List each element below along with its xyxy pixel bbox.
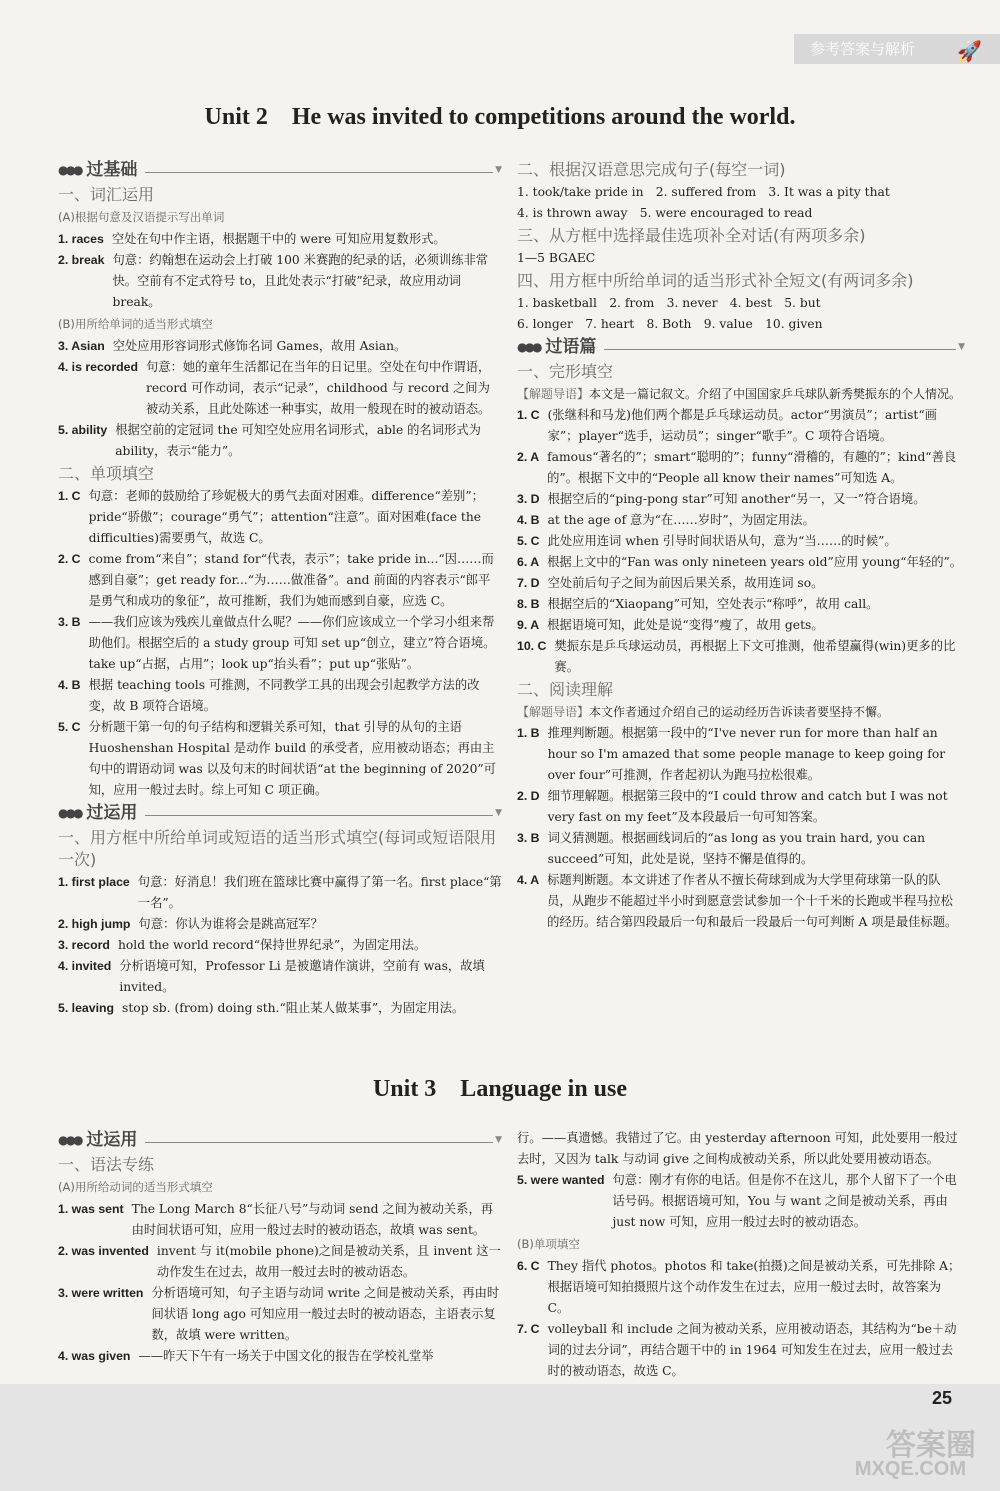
answer-explanation: 樊振东是乒乓球运动员，再根据上下文可推测，他希望赢得(win)更多的比赛。 [554,639,956,674]
answer-item [58,612,502,675]
answer-item [517,870,965,933]
answer-explanation: They 指代 photos。photos 和 take(拍摄)之间是被动关系，可先排除 A；根据语境可知拍摄照片这个动作发生在过去，应用一般过去时，故答案为 C。 [547,1259,961,1315]
answer-row: 1—5 BGAEC [517,251,596,265]
sub-heading: (A)根据句意及汉语提示写出单词 [58,210,225,224]
answer-number: 4. was given [58,1349,131,1363]
question-type-heading: 一、完形填空 [517,362,614,381]
answer-number: 9. A [517,618,540,632]
answer-number: 3. Asian [58,339,105,353]
section-header [517,337,965,358]
answer-row: 1. basketball 2. from 3. never 4. best 5. but [517,296,821,310]
answer-explanation: 分析语境可知，句子主语与动词 write 之间是被动关系，再由时间状语 long ago 可知应用一般过去时的被动语态，主语表示复数，故填 were written。 [151,1286,500,1342]
answer-explanation: stop sb. (from) doing sth.“阻止某人做某事”，为固定用法。 [122,1001,465,1015]
answer-item [517,1170,965,1233]
answer-explanation: hold the world record“保持世界纪录”，为固定用法。 [117,938,427,952]
answer-explanation: 句意：她的童年生活都记在当年的日记里。空处在句中作谓语，record 可作动词，表示“记录”，childhood 与 record 之间为被动关系，且此处陈述一种事实，故用一般现在时的被动语态。 [145,360,491,416]
guide-paragraph [517,384,965,405]
answer-explanation: 细节理解题。根据第三段中的“I could throw and catch but I was not very fast on my feet”及本段最后一句可知答案。 [547,789,948,824]
answer-number: 2. high jump [58,917,131,931]
answer-number: 8. B [517,597,540,611]
triangle-icon: ▼ [495,808,502,818]
section-header [58,160,502,181]
section-rule [145,815,493,816]
answer-number: 1. C [517,408,540,422]
answer-item [517,1256,965,1319]
answer-item [517,552,965,573]
question-type-heading: 三、从方框中选择最佳选项补全对话(有两项多余) [517,226,866,245]
answer-item [58,675,502,717]
answer-item [517,405,965,447]
section-title: 过语篇 [545,337,597,357]
section-rule [145,172,493,173]
answer-number: 5. leaving [58,1001,115,1015]
answer-explanation: 推理判断题。根据第一段中的“I've never run for more than half an hour so I'm amazed that some people manage to keep going for over four”可推测，作者起初认为跑马拉松很难。 [547,726,946,782]
section-header [58,1130,502,1151]
answer-item [517,489,965,510]
answer-explanation: 句意：你认为谁将会是跳高冠军？ [138,917,323,931]
answer-item [58,229,502,250]
answer-number: 5. were wanted [517,1173,605,1187]
section-title: 过基础 [86,160,138,180]
answer-number: 1. C [58,489,81,503]
answer-number: 4. B [58,678,81,692]
answer-item [517,531,965,552]
section-mark-icon: ●●● [58,163,81,177]
answer-item [517,573,965,594]
answer-number: 5. ability [58,423,108,437]
answer-number: 2. A [517,450,540,464]
answer-number: 2. C [58,552,81,566]
answer-number: 5. C [58,720,81,734]
answer-item [58,250,502,313]
question-type-heading: 二、根据汉语意思完成句子(每空一词) [517,160,786,179]
answer-explanation: 标题判断题。本文讲述了作者从不擅长荷球到成为大学里荷球第一队的队员，从跑步不能超过半小时到愿意尝试参加一个十千米的长跑或半程马拉松的经历。结合第四段最后一句和最后一段最后一句可判断 A 项是最佳标题。 [547,873,958,929]
answer-explanation: (张继科和马龙)他们两个都是乒乓球运动员。actor“男演员”；artist“画家”；player“选手，运动员”；singer“歌手”。C 项符合语境。 [547,408,937,443]
answer-explanation: 分析题干第一句的句子结构和逻辑关系可知，that 引导的从句的主语 Huoshenshan Hospital 是动作 build 的承受者，应用被动语态；再由主句中的谓语动词 was 以及句末的时间状语“at the beginning of 2020”可知，应用一般过去时。综上可知 C 项正确。 [88,720,496,797]
answer-number: 5. C [517,534,540,548]
guide-label: 【解题导语】 [517,705,590,719]
answer-number: 6. C [517,1259,540,1273]
answer-explanation: 根据上文中的“Fan was only nineteen years old”应用 young“年轻的”。 [547,555,963,569]
answer-explanation: come from“来自”；stand for“代表，表示”；take pride in...“因……而感到自豪”；get ready for...“为……做准备”。and 前面的内容表示“郎平是勇气和成功的象征”，故可推断，我们为她而感到自豪，应选 C。 [88,552,494,608]
answer-number: 2. D [517,789,540,803]
section-mark-icon: ●●● [58,1133,81,1147]
answer-item [517,1319,965,1382]
section-title: 过运用 [86,803,138,823]
guide-text: 本文是一篇记叙文。介绍了中国国家乒乓球队新秀樊振东的个人情况。 [589,387,962,401]
unit3-right-column [517,1128,965,1382]
answer-number: 1. first place [58,875,130,889]
answer-item [517,615,965,636]
answer-row: 4. is thrown away 5. were encouraged to read [517,206,813,220]
answer-explanation: 根据空前的定冠词 the 可知空处应用名词形式，able 的名词形式为 ability，表示“能力”。 [115,423,481,458]
answer-item [58,357,502,420]
answer-number: 2. break [58,253,105,267]
rocket-icon: 🚀 [957,39,982,63]
answer-explanation: 根据 teaching tools 可推测，不同教学工具的出现会引起教学方法的改变，故 B 项符合语境。 [88,678,480,713]
unit2-title: Unit 2 He was invited to competitions around the world. [204,104,796,130]
answer-number: 2. was invented [58,1244,149,1258]
answer-explanation: 此处应用连词 when 引导时间状语从句，意为“当……的时候”。 [547,534,897,548]
section-rule [604,349,956,350]
answer-explanation: 句意：好消息！我们班在篮球比赛中赢得了第一名。first place“第一名”。 [137,875,502,910]
answer-row: 1. took/take pride in 2. suffered from 3. It was a pity that [517,185,890,199]
answer-number: 1. was sent [58,1202,124,1216]
sub-heading: (A)用所给动词的适当形式填空 [58,1180,213,1194]
answer-explanation: 句意：刚才有你的电话。但是你不在这儿，那个人留下了一个电话号码。根据语境可知，You 与 want 之间是被动关系，再由 just now 可知，应用一般过去时的被动语态。 [612,1173,957,1229]
unit2-left-column [58,158,502,1019]
question-type-heading: 一、用方框中所给单词或短语的适当形式填空(每词或短语限用一次) [58,828,497,869]
answer-item [58,420,502,462]
answer-number: 6. A [517,555,540,569]
answer-number: 4. is recorded [58,360,138,374]
answer-item [58,956,502,998]
unit2-right-column [517,158,965,933]
answer-number: 7. C [517,1322,540,1336]
question-type-heading: 一、语法专练 [58,1155,155,1174]
sub-heading: (B)单项填空 [517,1237,580,1251]
answer-item [517,636,965,678]
answer-explanation: 句意：约翰想在运动会上打破 100 米赛跑的纪录的话，必须训练非常快。空前有不定式符号 to，且此处表示“打破”纪录，故应用动词 break。 [112,253,489,309]
question-type-heading: 四、用方框中所给单词的适当形式补全短文(有两词多余) [517,271,914,290]
unit3-title: Unit 3 Language in use [372,1076,628,1102]
section-mark-icon: ●●● [517,340,540,354]
answer-item [517,828,965,870]
answer-row: 6. longer 7. heart 8. Both 9. value 10. given [517,317,823,331]
answer-explanation: invent 与 it(mobile phone)之间是被动关系，且 invent 这一动作发生在过去，故用一般过去时的被动语态。 [156,1244,501,1279]
answer-number: 10. C [517,639,547,653]
answer-explanation: The Long March 8“长征八号”与动词 send 之间为被动关系，再由时间状语可知，应用一般过去时的被动语态，故填 was sent。 [131,1202,494,1237]
question-type-heading: 一、词汇运用 [58,185,155,204]
answer-item [517,510,965,531]
answer-explanation: 句意：老师的鼓励给了珍妮极大的勇气去面对困难。difference“差别”；pride“骄傲”；courage“勇气”；attention“注意”。面对困难(face the difficulties)需要勇气，故选 C。 [88,489,484,545]
answer-item [58,935,502,956]
answer-explanation: 词义猜测题。根据画线词后的“as long as you train hard, you can succeed”可知，此处是说，坚持不懈是值得的。 [547,831,926,866]
answer-number: 3. D [517,492,540,506]
answer-explanation: 根据空后的“ping-pong star”可知 another“另一，又一”符合语境。 [547,492,926,506]
answer-item [517,723,965,786]
answer-number: 3. record [58,938,110,952]
answer-explanation: 根据语境可知，此处是说“变得”瘦了，故用 gets。 [547,618,824,632]
section-rule [145,1142,493,1143]
answer-item [58,717,502,801]
guide-label: 【解题导语】 [517,387,590,401]
section-mark-icon: ●●● [58,806,81,820]
answer-item [517,786,965,828]
answer-explanation: at the age of 意为“在……岁时”，为固定用法。 [547,513,815,527]
page-number: 25 [931,1388,952,1408]
answer-explanation: famous“著名的”；smart“聪明的”；funny“滑稽的，有趣的”；kind“善良的”。根据下文中的“People all know their names”可知选 A。 [547,450,957,485]
triangle-icon: ▼ [958,342,965,352]
answer-explanation: 空处前后句子之间为前因后果关系，故用连词 so。 [547,576,824,590]
answer-item [58,486,502,549]
page-tag-label: 参考答案与解析 [810,40,916,58]
answer-item [58,872,502,914]
triangle-icon: ▼ [495,165,502,175]
watermark-url: MXQE.COM [854,1458,966,1480]
answer-item [58,1283,502,1346]
answer-number: 1. B [517,726,540,740]
question-type-heading: 二、单项填空 [58,464,155,483]
answer-number: 4. B [517,513,540,527]
answer-explanation: 根据空后的“Xiaopang”可知，空处表示“称呼”，故用 call。 [547,597,879,611]
answer-explanation: 分析语境可知，Professor Li 是被邀请作演讲，空前有 was，故填 invited。 [119,959,485,994]
section-header [58,803,502,824]
answer-explanation: ——我们应该为残疾儿童做点什么呢？——你们应该成立一个学习小组来帮助他们。根据空后的 a study group 可知 set up“创立，建立”符合语境。take up“占据，占用”；look up“抬头看”；put up“张贴”。 [88,615,496,671]
unit3-left-column [58,1128,502,1367]
answer-item [58,914,502,935]
answer-item [58,1346,502,1367]
watermark-logo: 答案圈 [886,1429,976,1462]
answer-number: 7. D [517,576,540,590]
question-type-heading: 二、阅读理解 [517,680,614,699]
guide-text: 本文作者通过介绍自己的运动经历告诉读者要坚持不懈。 [589,705,890,719]
answer-item [58,336,502,357]
triangle-icon: ▼ [495,1135,502,1145]
answer-item [517,594,965,615]
answer-item [58,1199,502,1241]
guide-paragraph [517,702,965,723]
answer-explanation: volleyball 和 include 之间为被动关系，应用被动语态，其结构为“be＋动词的过去分词”，再结合题干中的 in 1964 可知发生在过去，应用一般过去时的被动语态，故选 C。 [547,1322,957,1378]
section-title: 过运用 [86,1130,138,1150]
answer-item [58,998,502,1019]
answer-number: 4. invited [58,959,112,973]
answer-explanation: 空处应用形容词形式修饰名词 Games，故用 Asian。 [112,339,407,353]
answer-number: 3. B [517,831,540,845]
footer-band [0,1384,1000,1491]
answer-number: 3. were written [58,1286,144,1300]
answer-explanation: ——昨天下午有一场关于中国文化的报告在学校礼堂举 [138,1349,434,1363]
answer-item [517,447,965,489]
answer-item [58,549,502,612]
answer-row: 行。——真遗憾。我错过了它。由 yesterday afternoon 可知，此处要用一般过去时，又因为 talk 与动词 give 之间构成被动关系，所以此处要用被动语态。 [517,1131,958,1166]
answer-number: 1. races [58,232,104,246]
sub-heading: (B)用所给单词的适当形式填空 [58,317,213,331]
answer-number: 3. B [58,615,81,629]
answer-explanation: 空处在句中作主语，根据题干中的 were 可知应用复数形式。 [111,232,446,246]
answer-item [58,1241,502,1283]
answer-number: 4. A [517,873,540,887]
page-tag [794,34,1000,64]
